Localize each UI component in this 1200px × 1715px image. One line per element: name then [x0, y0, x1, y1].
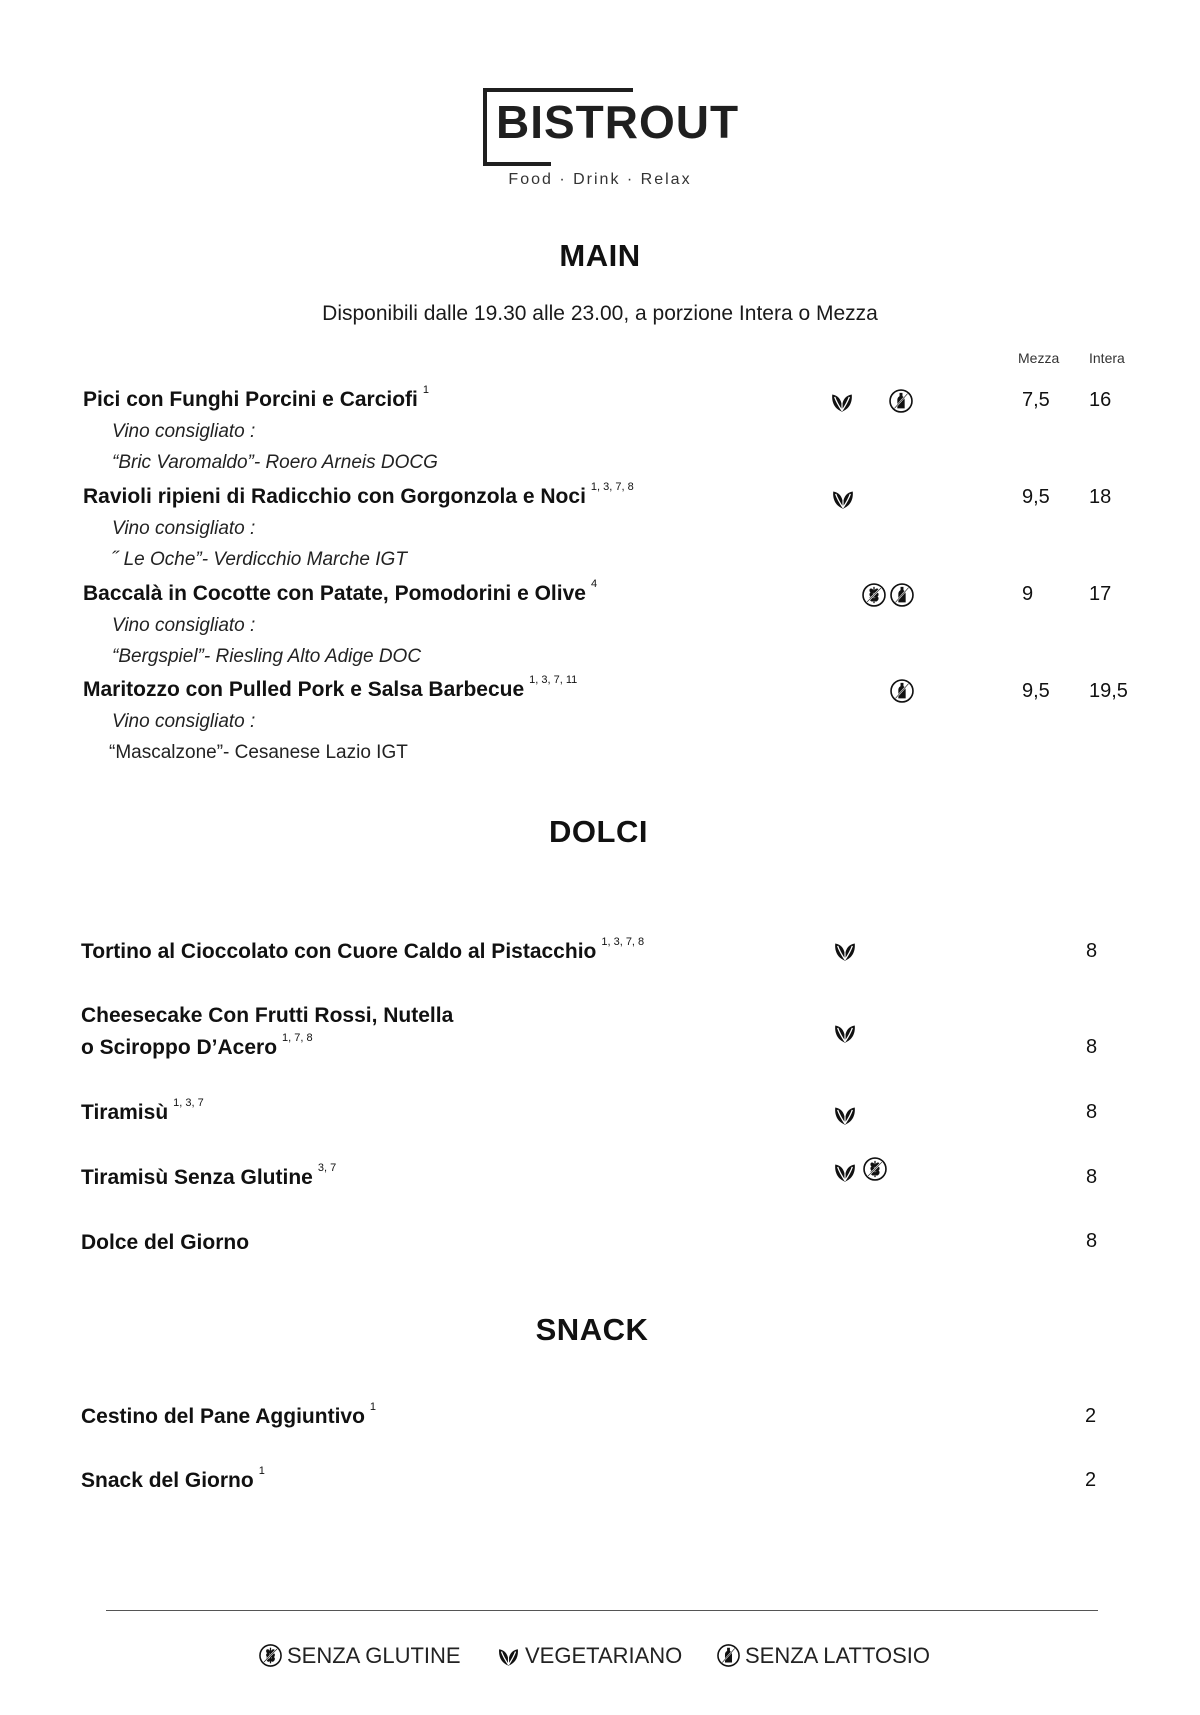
price: 8 [1086, 1036, 1098, 1058]
column-header-full: Intera [1089, 350, 1125, 366]
wine-name: “Bric Varomaldo”- Roero Arneis DOCG [112, 452, 438, 473]
price-full: 17 [1089, 583, 1112, 605]
main-section-title: MAIN [559, 238, 641, 273]
price-full: 18 [1089, 486, 1112, 508]
vegetarian-icon [832, 1019, 858, 1045]
price-full: 16 [1089, 389, 1112, 411]
allergen-numbers: 1 [369, 1401, 377, 1413]
snack-section-title: SNACK [535, 1312, 649, 1347]
vegetarian-icon [832, 1101, 858, 1127]
price-half: 9 [1022, 583, 1034, 605]
wine-label: Vino consigliato : [112, 518, 256, 539]
price: 8 [1086, 940, 1098, 962]
lactose-free-icon [888, 388, 914, 414]
vegetarian-icon [829, 388, 855, 414]
wine-name: ˝ Le Oche”- Verdicchio Marche IGT [112, 549, 407, 570]
allergen-numbers: 1, 3, 7 [173, 1097, 204, 1109]
lactose-free-icon [889, 582, 915, 608]
dish-name: Dolce del Giorno [81, 1231, 250, 1254]
price-half: 7,5 [1022, 389, 1050, 411]
gluten-free-icon [258, 1643, 283, 1668]
vegetarian-icon [832, 937, 858, 963]
legend-vegetarian [496, 1643, 682, 1670]
wine-label: Vino consigliato : [112, 421, 256, 442]
dish-name: Tortino al Cioccolato con Cuore Caldo al Pistacchio [81, 940, 597, 963]
vegetarian-icon [830, 485, 856, 511]
main-subtitle: Disponibili dalle 19.30 alle 23.00, a porzione Intera o Mezza [322, 302, 878, 325]
dish-name: Ravioli ripieni di Radicchio con Gorgonzola e Noci [83, 485, 586, 508]
dish-name: Snack del Giorno [81, 1469, 254, 1492]
gluten-free-icon [862, 1156, 888, 1182]
price: 8 [1086, 1230, 1098, 1252]
gluten-free-icon [861, 582, 887, 608]
logo-tagline: Food · Drink · Relax [508, 171, 692, 188]
legend-lactose-free-label: SENZA LATTOSIO [745, 1643, 931, 1668]
footer-divider [106, 1610, 1098, 1611]
price: 8 [1086, 1101, 1098, 1123]
allergen-numbers: 1, 3, 7, 8 [601, 936, 645, 948]
wine-name: “Mascalzone”- Cesanese Lazio IGT [109, 742, 408, 763]
legend-lactose-free [716, 1643, 930, 1670]
dish-name: Tiramisù [81, 1101, 169, 1124]
legend-gluten-free [258, 1643, 461, 1670]
wine-name: “Bergspiel”- Riesling Alto Adige DOC [112, 646, 422, 667]
price-half: 9,5 [1022, 486, 1050, 508]
price-half: 9,5 [1022, 680, 1050, 702]
allergen-numbers: 1 [258, 1465, 265, 1477]
dish-name: Cestino del Pane Aggiuntivo [81, 1405, 365, 1428]
dish-name-line1: Cheesecake Con Frutti Rossi, Nutella [81, 1004, 454, 1027]
dolci-section-title: DOLCI [549, 814, 648, 849]
logo-wordmark: BISTROUT [496, 96, 740, 148]
vegetarian-icon [832, 1158, 858, 1184]
lactose-free-icon [889, 678, 915, 704]
dish-name-line2: o Sciroppo D’Acero [81, 1036, 278, 1059]
dish-name: Baccalà in Cocotte con Patate, Pomodorini e Olive [83, 582, 586, 605]
legend-gluten-free-label: SENZA GLUTINE [287, 1643, 461, 1668]
price: 2 [1085, 1405, 1097, 1427]
column-header-half: Mezza [1018, 350, 1060, 366]
allergen-numbers: 3, 7 [317, 1162, 337, 1174]
lactose-free-icon [716, 1643, 741, 1668]
allergen-numbers: 1, 3, 7, 11 [529, 674, 578, 686]
allergen-numbers: 1, 3, 7, 8 [590, 481, 634, 493]
dish-name: Tiramisù Senza Glutine [81, 1166, 313, 1189]
price: 8 [1086, 1166, 1098, 1188]
allergen-numbers: 4 [590, 578, 598, 590]
allergen-numbers: 1 [422, 384, 430, 396]
price: 2 [1085, 1469, 1097, 1491]
vegetarian-icon [496, 1643, 521, 1668]
dish-name: Pici con Funghi Porcini e Carciofi [83, 388, 418, 411]
price-full: 19,5 [1089, 680, 1128, 702]
wine-label: Vino consigliato : [112, 711, 256, 732]
legend-vegetarian-label: VEGETARIANO [525, 1643, 683, 1668]
wine-label: Vino consigliato : [112, 615, 256, 636]
allergen-numbers: 1, 7, 8 [282, 1032, 313, 1044]
dish-name: Maritozzo con Pulled Pork e Salsa Barbecue [83, 678, 525, 701]
